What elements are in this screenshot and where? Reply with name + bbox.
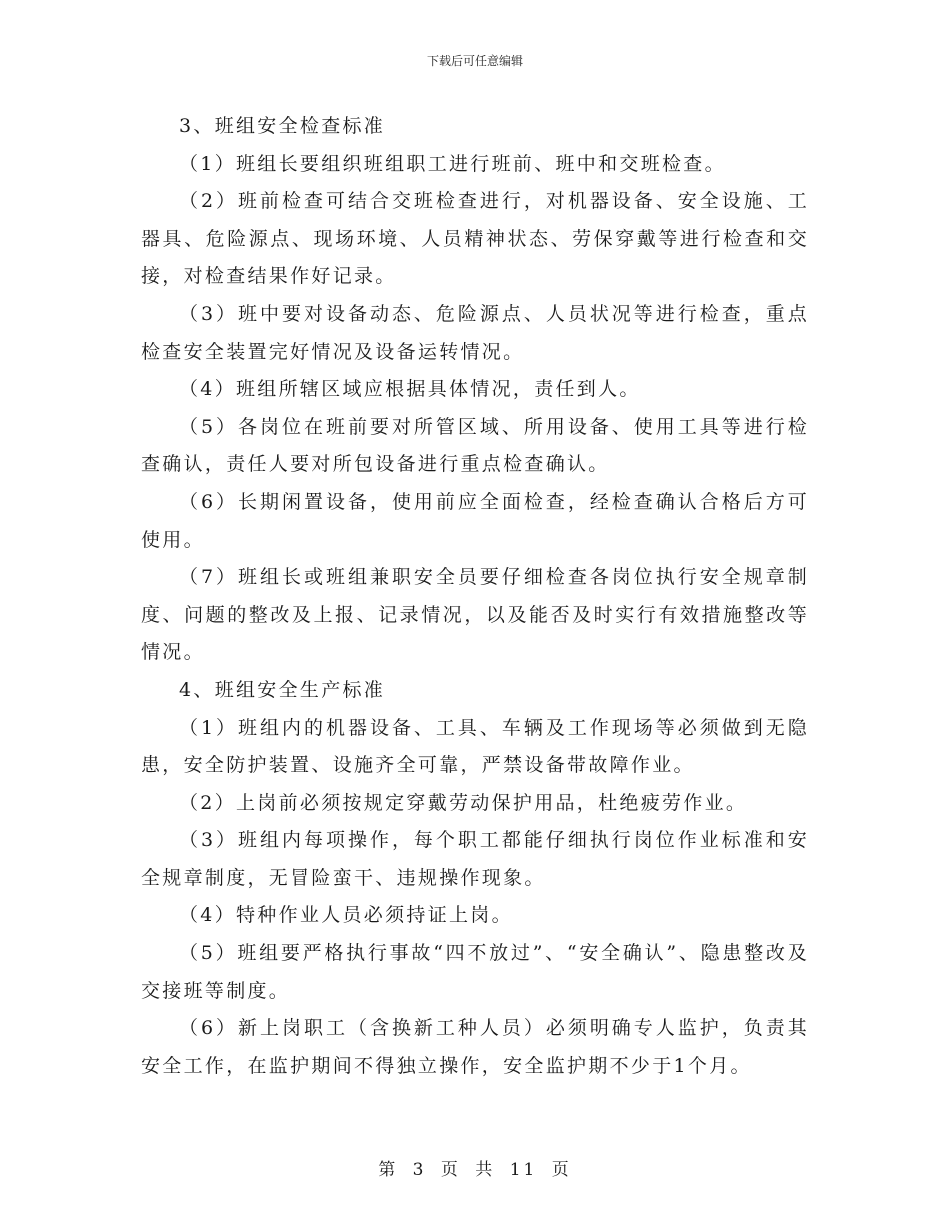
paragraph: （2）上岗前必须按规定穿戴劳动保护用品，杜绝疲劳作业。 [179,791,748,814]
paragraph: （7）班组长或班组兼职安全员要仔细检查各岗位执行安全规章制度、问题的整改及上报、记录情况，以及能否及时实行有效措施整改等情况。 [141,566,809,664]
paragraph: （5）各岗位在班前要对所管区域、所用设备、使用工具等进行检查确认，责任人要对所包设备进行重点检查确认。 [141,415,809,476]
paragraph: （4）班组所辖区域应根据具体情况，责任到人。 [179,378,641,401]
paragraph: （2）班前检查可结合交班检查进行，对机器设备、安全设施、工器具、危险源点、现场环境、人员精神状态、劳保穿戴等进行检查和交接，对检查结果作好记录。 [141,190,809,288]
paragraph: （6）新上岗职工（含换新工种人员）必须明确专人监护，负责其安全工作，在监护期间不得独立操作，安全监护期不少于1个月。 [141,1017,809,1077]
page-header: 下载后可任意编辑 [426,54,523,68]
section-heading-3: 3、班组安全检查标准 [179,115,386,137]
document-body [141,108,809,1085]
paragraph: （4）特种作业人员必须持证上岗。 [179,904,513,927]
paragraph: （6）长期闲置设备，使用前应全面检查，经检查确认合格后方可使用。 [141,490,809,551]
paragraph: （5）班组要严格执行事故“四不放过”、“安全确认”、隐患整改及交接班等制度。 [141,942,809,1002]
paragraph: （1）班组内的机器设备、工具、车辆及工作现场等必须做到无隐患，安全防护装置、设施齐全可靠，严禁设备带故障作业。 [141,716,809,777]
paragraph: （3）班中要对设备动态、危险源点、人员状况等进行检查，重点检查安全装置完好情况及设备运转情况。 [141,302,809,363]
paragraph: （1）班组长要组织班组职工进行班前、班中和交班检查。 [179,152,726,175]
page-number-footer: 第 3 页 共 11 页 [378,1160,572,1180]
section-heading-4: 4、班组安全生产标准 [179,678,386,701]
paragraph: （3）班组内每项操作，每个职工都能仔细执行岗位作业标准和安全规章制度，无冒险蛮干、违规操作现象。 [141,829,809,889]
